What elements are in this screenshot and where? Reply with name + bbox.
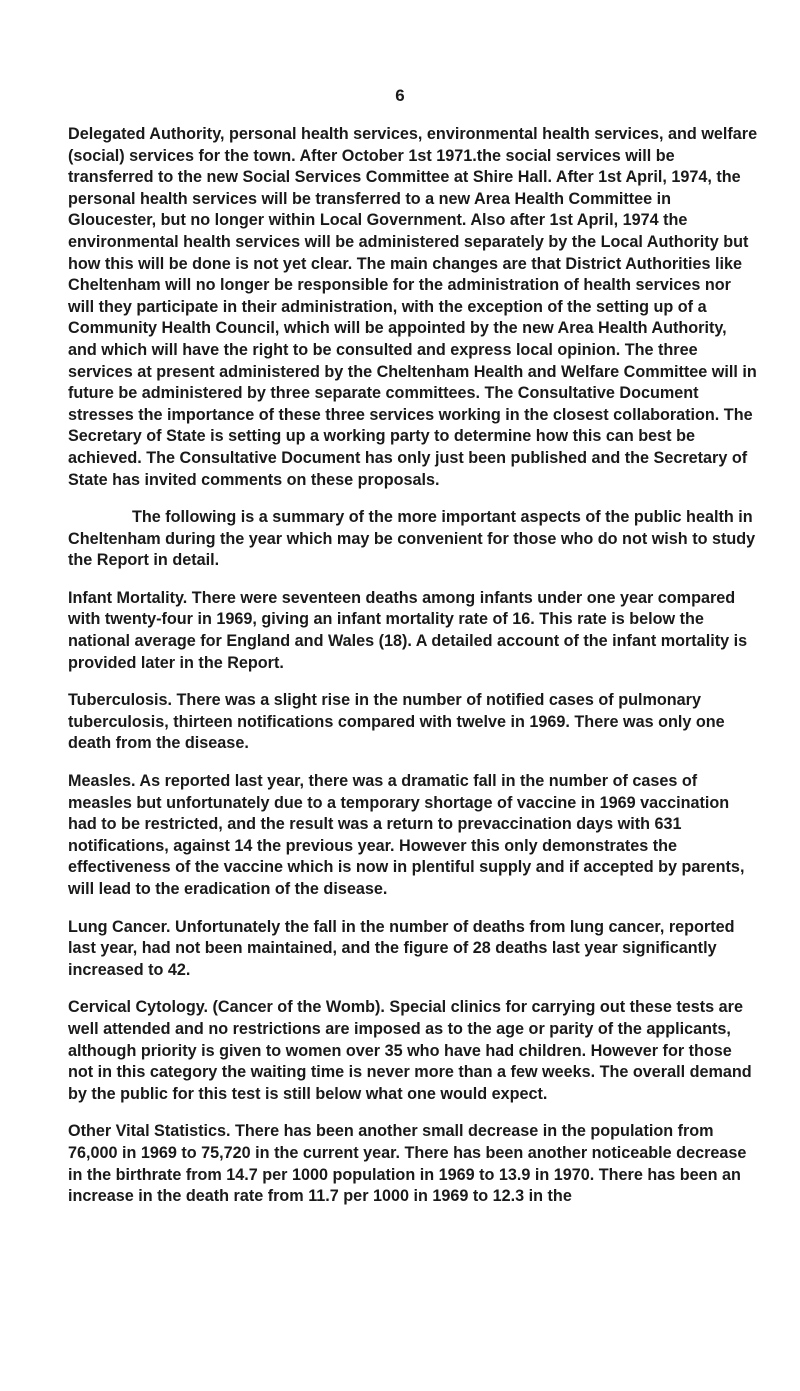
paragraph-text: Unfortunately the fall in the number of deaths from lung cancer, reported last year, had not been maintained, and the figure of 28 deaths last year significantly increased to 42.	[68, 917, 735, 979]
paragraph-text: There was a slight rise in the number of notified cases of pulmonary tuberculosis, thirteen notifications compared with twelve in 1969. There was only one death from the disease.	[68, 691, 725, 753]
paragraph-other-vital-statistics	[68, 1121, 758, 1207]
paragraph-text: As reported last year, there was a dramatic fall in the number of cases of measles but unfortunately due to a temporary shortage of vaccine in 1969 vaccination had to be restricted, and the result was a return to prevaccination days with 631 notifications, against 14 the previous year. However this only demonstrates the effectiveness of the vaccine which is now in plentiful supply and if accepted by parents, will lead to the eradication of the disease.	[68, 772, 745, 898]
section-heading: Cervical Cytology. (Cancer of the Womb).	[68, 998, 385, 1017]
page-number: 6	[395, 86, 405, 105]
paragraph-infant-mortality	[68, 588, 758, 674]
paragraph-text: The following is a summary of the more important aspects of the public health in Cheltenham during the year which may be convenient for those who do not wish to study the Report in detail.	[68, 508, 756, 570]
section-heading: Lung Cancer.	[68, 917, 171, 936]
paragraph-lung-cancer	[68, 917, 758, 982]
paragraph-cervical-cytology	[68, 997, 758, 1105]
paragraph-text: There were seventeen deaths among infants under one year compared with twenty-four in 1969, giving an infant mortality rate of 16. This rate is below the national average for England and Wales (18). A detailed account of the infant mortality is provided later in the Report.	[68, 588, 748, 672]
document-body	[68, 124, 758, 1224]
paragraph-summary-intro	[68, 507, 758, 572]
paragraph-text: There has been another small decrease in the population from 76,000 in 1969 to 75,720 in the current year. There has been another noticeable decrease in the birthrate from 14.7 per 1000 population in 1969 to 13.9 in 1970. There has been an increase in the death rate from 11.7 per 1000 in 1969 to 12.3 in the	[68, 1122, 747, 1206]
paragraph-tuberculosis	[68, 690, 758, 755]
section-heading: Other Vital Statistics.	[68, 1122, 231, 1141]
paragraph-measles	[68, 771, 758, 901]
paragraph-text: Delegated Authority, personal health services, environmental health services, and welfare (social) services for the town. After October 1st 1971.the social services will be transferred to the new Social Services Committee at Shire Hall. After 1st April, 1974, the personal health services will be transferred to a new Area Health Committee in Gloucester, but no longer within Local Government. Also after 1st April, 1974 the environmental health services will be administered separately by the Local Authority but how this will be done is not yet clear. The main changes are that District Authorities like Cheltenham will no longer be responsible for the administration of health services nor will they participate in their administration, with the exception of the setting up of a Community Health Council, which will be appointed by the new Area Health Authority, and which will have the right to be consulted and express local opinion. The three services at present administered by the Cheltenham Health and Welfare Committee will in future be administered by three separate committees. The Consultative Document stresses the importance of these three services working in the closest collaboration. The Secretary of State is setting up a working party to determine how this can best be achieved. The Consultative Document has only just been published and the Secretary of State has invited comments on these proposals.	[68, 125, 758, 489]
paragraph-delegated-authority	[68, 124, 758, 491]
section-heading: Infant Mortality.	[68, 588, 188, 607]
section-heading: Tuberculosis.	[68, 691, 173, 710]
section-heading: Measles.	[68, 772, 136, 791]
paragraph-text: Special clinics for carrying out these tests are well attended and no restrictions are imposed as to the age or parity of the applicants, although priority is given to women over 35 who have had children. However for those not in this category the waiting time is never more than a few weeks. The overall demand by the public for this test is still below what one would expect.	[68, 998, 752, 1103]
